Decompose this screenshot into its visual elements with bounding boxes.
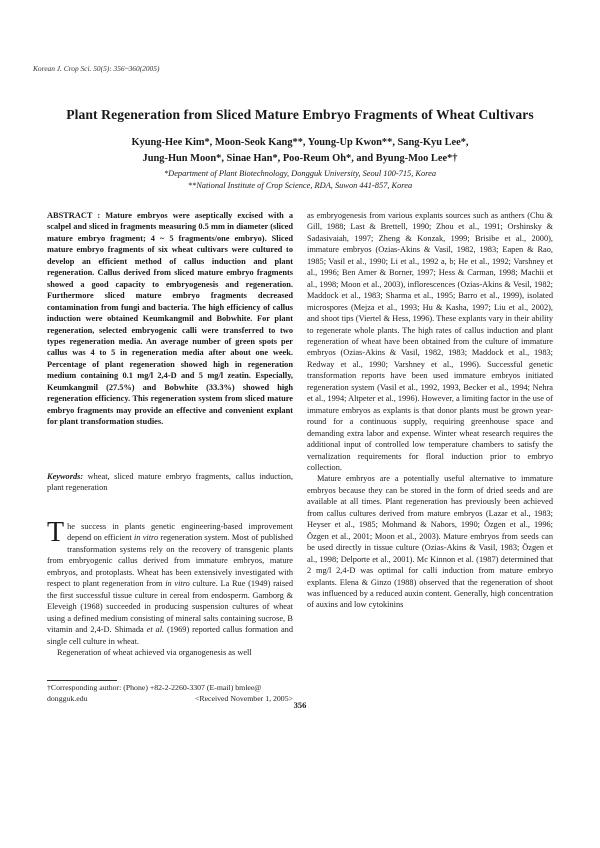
author-line: Jung-Hun Moon*, Sinae Han*, Poo-Reum Oh*, and Byung-Moo Lee*†: [142, 152, 458, 164]
intro-text: regeneration system. Most of published transformation systems rely on the recovery of transgenic plants from embryogenic callus derived from immature embryos, mature embryos, and protoplasts. Wheat has been extensively investigated with respect to plant regeneration from: [47, 533, 293, 589]
footnote-line: †Corresponding author: (Phone) +82-2-2260-3307 (E-mail) bmlee@: [47, 683, 262, 692]
body-paragraph: as embryogenesis from various explants sources such as anthers (Chu & Gill, 1988; Last & Brettell, 1990; Zhou et al., 1991; Orshinsky & Sadasivaiah, 1997; Zheng & Konzak, 1999; Brisibe et al., 2000), immature embryos (Ozias-Akins & Vasil, 1982, 1983; Eapen & Rao, 1985; Vasil et al., 1990; Li et al., 1992 a, b; He et al., 1992; Varshney et al., 1996; Ben Amer & Borner, 1997; Hess & Carman, 1998; Machii et al., 1998; Moon et al., 2003), inflorescences (Ozias-Akins & Vesil, 1982; Maddock et al., 1983; Sharma et al., 1995; Barro et al., 1999), isolated microspores (Mejza et al., 1993; Hu & Kasha, 1997; Liu et al., 2002), and shoot tips (Viertel & Hess, 1996). These explants vary in their ability to regenerate whole plants. The high rates of callus induction and plant regeneration of wheat have been obtained from the culture of immature embryos (Ozias-Akins & Vasil, 1982, 1983; Maddock et al., 1983; Redway et al., 1990; Varshney et al., 1996). Successful genetic transformation reports have been used immature embryos initiated regeneration system (Vasil et al., 1992, 1993, Becker et al., 1994; Nehra et al., 1994; Altpeter et al., 1996). However, a limiting factor in the use of immature embryos as explants is that donor plants must be grown year-round for a continuous supply, requiring greenhouse space and demanding extra labor and expense. Winter wheat research requires the additional input of controlled low temperature chambers to satisfy the vernalization requirements for floral induction prior to embryo collection.: [307, 211, 553, 472]
intro-paragraph: Regeneration of wheat achieved via organogenesis as well: [57, 647, 252, 657]
introduction: [47, 517, 294, 658]
abstract: [47, 210, 293, 428]
abstract-label: ABSTRACT :: [47, 211, 101, 220]
intro-italic: in vitro: [165, 579, 190, 589]
abstract-text: Mature embryos were aseptically excised with a scalpel and sliced in fragments measuring 0.5 mm in diameter (sliced mature embryo fragment; 4 ~ 5 fragments/one embryo). Sliced mature embryo fragments of six wheat cultivars were cultured to develop an efficient method of callus induction and plant regeneration. Callus derived from sliced mature embryo fragments showed a good capacity to embryogenesis and regeneration. Furthermore sliced mature embryo fragments decreased contamination from fungi and bacteria. The high efficiency of callus induction were obtained Keumkangmil and Bobwhite. For plant regeneration, selected embryogenic calli were transferred to two types regeneration media. An average number of green spots per callus was 4 to 5 in regeneration media after about one week. Percentage of plant regeneration showed high in regeneration medium containing 0.1 mg/l 2,4-D and 5 mg/l zeatin. Especially, Keumkangmil (27.5%) and Bobwhite (33.3%) showed high regeneration efficiency. This regeneration system from sliced mature embryo fragments may provide an effective and convenient explant for plant transformation studies.: [47, 211, 293, 427]
affiliation-line: **National Institute of Crop Science, RDA, Suwon 441-857, Korea: [187, 180, 413, 190]
intro-text: (1969) reported callus formation and single cell culture in wheat.: [47, 625, 294, 646]
intro-text: culture. La Rue (1949) raised the first successful tissue culture in cereal from endosperm. Gamborg & Eleveigh (1968) succeeded in producing suspension cultures of wheat using a defined medium consisting of mineral salts containing sucrose, B vitamin and 2,4-D. Shimada: [47, 579, 293, 635]
drop-cap: T: [47, 517, 65, 548]
page-number: 356: [293, 700, 307, 710]
affiliations: [20, 168, 580, 191]
intro-italic: in vitro: [133, 533, 159, 543]
body-paragraph: Mature embryos are a potentially useful alternative to immature embryos because they can be stored in the form of dried seeds and are available at all times. Plant regeneration has previously been achieved from callus cultures derived from mature embryos (Lazar et al., 1983; Heyser et al., 1985; Mohmand & Nabors, 1990; Özgen et al., 1996; Özgen et al., 2001; Moon et al., 2003). Mature embryos from seeds can be used directly in tissue culture (Ozias-Akins & Vasil, 1983; Özgen et al., 1998; Delporte et al., 2001). Mc Kinnon et al. (1987) determined that 2 mg/l 2,4-D was optimal for calli induction from mature embryo explants. Elena & Ginzo (1988) observed that the regeneration of shoot was influenced by a reduced auxin content. Generally, high concentration of auxins and low cytokinins: [307, 474, 553, 610]
author-line: Kyung-Hee Kim*, Moon-Seok Kang**, Young-Up Kwon**, Sang-Kyu Lee*,: [131, 137, 469, 148]
keywords: [47, 471, 293, 494]
author-list: [20, 135, 580, 166]
intro-italic: et al.: [146, 625, 165, 635]
journal-reference: Korean J. Crop Sci. 50(5): 356~360(2005): [33, 64, 160, 73]
affiliation-line: *Department of Plant Biotechnology, Dongguk University, Seoul 100-715, Korea: [163, 169, 437, 178]
footnote-divider: [47, 680, 117, 681]
intro-text: he success in plants genetic engineering-based improvement depend on efficient: [67, 522, 293, 543]
footnote-email-domain: dongguk.edu: [47, 693, 88, 703]
received-date: <Received November 1, 2005>: [195, 693, 293, 703]
keywords-text: wheat, sliced mature embryo fragments, callus induction, plant regeneration: [47, 472, 293, 493]
paper-title: Plant Regeneration from Sliced Mature Embryo Fragments of Wheat Cultivars: [66, 107, 534, 122]
intro-paragraph: [47, 517, 294, 647]
right-column: [307, 210, 553, 611]
keywords-label: Keywords:: [47, 472, 84, 481]
